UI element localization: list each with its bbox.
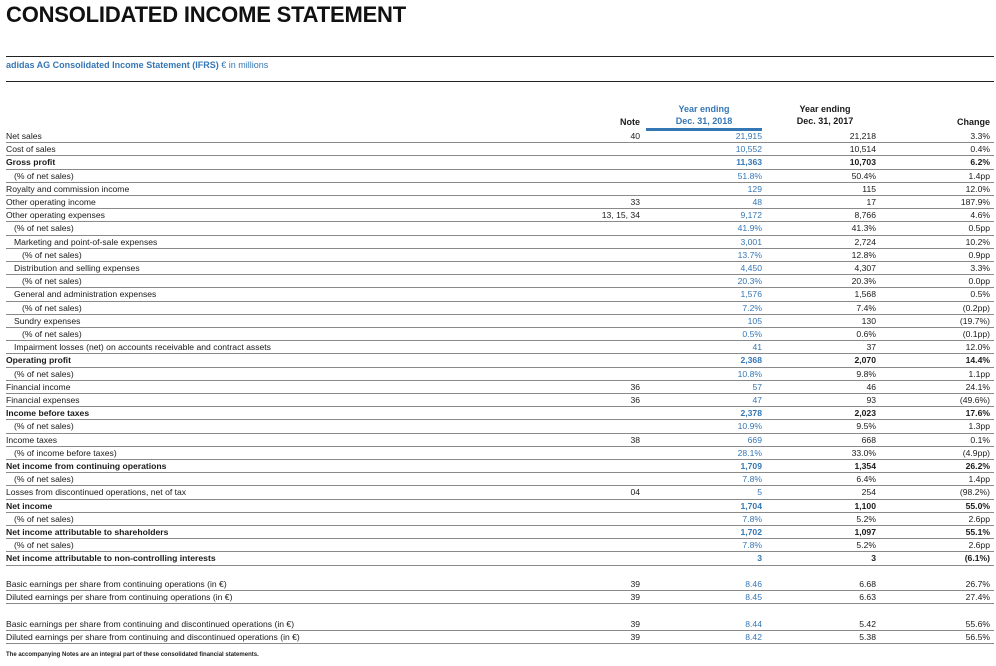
row-value-2018: 669 — [747, 434, 762, 445]
row-label: Losses from discontinued operations, net of tax — [6, 487, 187, 498]
row-change: 10.2% — [965, 236, 990, 247]
row-change: 1.1pp — [968, 368, 990, 379]
row-change: 1.3pp — [968, 421, 990, 432]
row-note: 39 — [630, 579, 640, 589]
row-value-2018: 2,368 — [740, 355, 762, 366]
row-label: (% of net sales) — [14, 540, 74, 551]
row-note: 04 — [630, 487, 640, 498]
table-row — [6, 302, 994, 315]
subtitle-unit: € in millions — [218, 60, 269, 70]
table-row — [6, 209, 994, 222]
row-value-2018: 3 — [757, 553, 762, 564]
row-value-2018: 8.45 — [745, 592, 762, 603]
row-label: Net income — [6, 500, 53, 511]
row-label: Marketing and point-of-sale expenses — [14, 236, 158, 247]
page-title: CONSOLIDATED INCOME STATEMENT — [6, 2, 406, 27]
header-note: Note — [620, 117, 640, 127]
row-value-2017: 0.6% — [856, 329, 876, 339]
table-row — [6, 526, 994, 539]
row-value-2018: 7.8% — [742, 540, 762, 551]
header-2018-line2: Dec. 31, 2018 — [675, 116, 733, 126]
header-2017-line1: Year ending — [799, 104, 851, 114]
row-change: (6.1%) — [964, 553, 990, 564]
row-value-2017: 5.2% — [856, 540, 876, 551]
row-change: (4.9pp) — [962, 447, 990, 458]
row-value-2017: 9.8% — [856, 368, 876, 379]
table-row — [6, 236, 994, 249]
row-value-2018: 0.5% — [742, 329, 762, 339]
row-value-2018: 51.8% — [737, 170, 762, 181]
row-note: 33 — [630, 197, 640, 207]
row-change: 24.1% — [965, 381, 990, 392]
row-value-2018: 41 — [752, 342, 762, 353]
header-2018-line1: Year ending — [678, 104, 730, 114]
row-change: 3.3% — [970, 263, 990, 273]
row-change: 2.6pp — [968, 540, 990, 551]
row-value-2017: 5.2% — [856, 513, 876, 524]
row-label: Net income attributable to shareholders — [6, 527, 169, 537]
statement-subtitle — [6, 60, 268, 70]
table-row — [6, 473, 994, 486]
table-row — [6, 262, 994, 275]
table-row — [6, 315, 994, 328]
row-label: Net sales — [6, 131, 42, 141]
row-value-2018: 28.1% — [737, 447, 762, 458]
row-change: (0.1pp) — [962, 329, 990, 339]
row-value-2017: 6.63 — [859, 592, 876, 603]
row-change: 12.0% — [965, 183, 990, 194]
row-note: 39 — [630, 619, 640, 629]
row-change: 6.2% — [970, 157, 990, 168]
table-row — [6, 183, 994, 196]
row-note: 40 — [630, 131, 640, 141]
row-note: 36 — [630, 381, 640, 392]
row-label: Financial income — [6, 381, 71, 392]
row-value-2017: 50.4% — [851, 170, 876, 181]
row-value-2018: 1,702 — [740, 527, 762, 537]
row-label: Distribution and selling expenses — [14, 263, 140, 273]
row-value-2017: 12.8% — [851, 249, 876, 260]
table-row — [6, 381, 994, 394]
row-value-2017: 1,568 — [854, 289, 876, 300]
row-value-2017: 10,703 — [849, 157, 876, 168]
row-value-2018: 48 — [752, 197, 762, 207]
row-value-2018: 47 — [752, 395, 762, 405]
row-value-2017: 37 — [866, 342, 876, 353]
row-value-2018: 11,363 — [736, 157, 762, 168]
row-value-2018: 57 — [752, 381, 762, 392]
row-value-2017: 9.5% — [856, 421, 876, 432]
row-value-2017: 2,023 — [854, 408, 876, 419]
row-value-2018: 2,378 — [740, 408, 762, 419]
row-value-2017: 130 — [861, 315, 876, 326]
row-value-2017: 10,514 — [849, 144, 876, 155]
table-row — [6, 552, 994, 565]
row-label: (% of net sales) — [14, 223, 74, 234]
table-row — [6, 368, 994, 381]
row-value-2017: 93 — [866, 395, 876, 405]
table-row — [6, 328, 994, 341]
table-row — [6, 618, 994, 631]
row-change: (19.7%) — [959, 315, 990, 326]
row-label: Impairment losses (net) on accounts receivable and contract assets — [14, 342, 271, 353]
row-change: 4.6% — [970, 210, 990, 221]
table-row — [6, 591, 994, 604]
row-note: 39 — [630, 632, 640, 643]
row-value-2018: 5 — [757, 487, 762, 498]
row-value-2018: 7.8% — [742, 474, 762, 485]
row-change: 17.6% — [965, 408, 990, 419]
row-value-2018: 1,576 — [740, 289, 762, 300]
row-label: Operating profit — [6, 355, 71, 366]
row-change: 0.1% — [970, 434, 990, 445]
subtitle-divider — [6, 81, 994, 82]
row-note: 39 — [630, 592, 640, 603]
row-label: Net income attributable to non-controlling interests — [6, 553, 216, 564]
row-label: (% of net sales) — [14, 513, 74, 524]
table-row — [6, 407, 994, 420]
header-change: Change — [956, 117, 990, 127]
row-change: 0.5% — [970, 289, 990, 300]
row-label: (% of net sales) — [22, 249, 82, 260]
header-year-2018 — [650, 103, 758, 127]
row-value-2017: 1,100 — [854, 500, 876, 511]
row-label: (% of net sales) — [14, 421, 74, 432]
row-label: Diluted earnings per share from continuing and discontinued operations (in €) — [6, 632, 300, 643]
row-change: 26.2% — [965, 461, 990, 471]
row-value-2018: 8.44 — [745, 619, 762, 629]
row-value-2017: 254 — [861, 487, 876, 498]
row-label: Diluted earnings per share from continuing operations (in €) — [6, 592, 233, 603]
row-label: Basic earnings per share from continuing and discontinued operations (in €) — [6, 619, 295, 629]
row-value-2018: 1,709 — [740, 461, 762, 471]
row-label: Cost of sales — [6, 144, 56, 155]
row-change: 0.9pp — [968, 249, 990, 260]
row-change: 55.6% — [965, 619, 990, 629]
row-value-2017: 115 — [862, 183, 876, 194]
row-label: (% of net sales) — [14, 474, 74, 485]
row-value-2017: 5.38 — [859, 632, 876, 643]
row-value-2017: 41.3% — [851, 223, 876, 234]
table-row — [6, 460, 994, 473]
table-row — [6, 578, 994, 591]
row-value-2018: 129 — [747, 183, 762, 194]
table-row — [6, 130, 994, 143]
row-value-2018: 7.2% — [742, 302, 762, 313]
row-value-2017: 2,070 — [854, 355, 876, 366]
row-value-2018: 21,915 — [735, 131, 762, 141]
row-value-2018: 20.3% — [737, 276, 762, 287]
row-label: Royalty and commission income — [6, 183, 130, 194]
row-label: (% of net sales) — [22, 329, 82, 339]
row-label: Financial expenses — [6, 395, 80, 405]
row-value-2017: 1,354 — [854, 461, 876, 471]
row-label: Basic earnings per share from continuing operations (in €) — [6, 579, 227, 589]
row-change: 14.4% — [965, 355, 990, 366]
row-change: 187.9% — [960, 197, 990, 207]
row-label: Other operating income — [6, 197, 96, 207]
row-value-2018: 13.7% — [737, 249, 762, 260]
table-row — [6, 500, 994, 513]
row-change: 1.4pp — [968, 474, 990, 485]
row-value-2018: 8.42 — [745, 632, 762, 643]
row-change: 56.5% — [965, 632, 990, 643]
row-value-2017: 6.68 — [859, 579, 876, 589]
table-row — [6, 447, 994, 460]
row-label: (% of net sales) — [14, 368, 74, 379]
table-row — [6, 275, 994, 288]
row-value-2018: 3,001 — [740, 236, 762, 247]
row-change: (98.2%) — [959, 487, 990, 498]
row-value-2018: 10.8% — [737, 368, 762, 379]
row-change: 1.4pp — [968, 170, 990, 181]
row-value-2017: 3 — [871, 553, 876, 564]
table-row — [6, 539, 994, 552]
title-divider — [6, 56, 994, 57]
row-label: Income before taxes — [6, 408, 90, 419]
row-label: Other operating expenses — [6, 210, 105, 221]
table-row — [6, 222, 994, 235]
header-year-2017 — [775, 103, 875, 127]
row-change: 26.7% — [965, 579, 990, 589]
row-label: (% of income before taxes) — [14, 447, 117, 458]
row-label: Sundry expenses — [14, 315, 81, 326]
row-value-2018: 105 — [747, 315, 762, 326]
row-value-2017: 46 — [866, 381, 876, 392]
row-value-2018: 9,172 — [740, 210, 762, 221]
header-2017-line2: Dec. 31, 2017 — [796, 116, 854, 126]
table-row — [6, 631, 994, 644]
table-row — [6, 196, 994, 209]
row-change: 0.4% — [970, 144, 990, 155]
row-note: 36 — [630, 395, 640, 405]
table-row — [6, 143, 994, 156]
subtitle-bold: adidas AG Consolidated Income Statement (IFRS) — [6, 60, 219, 70]
row-change: 55.1% — [965, 527, 990, 537]
row-change: (49.6%) — [959, 395, 990, 405]
table-row — [6, 354, 994, 367]
row-change: 55.0% — [965, 500, 990, 511]
row-change: (0.2pp) — [962, 302, 990, 313]
row-value-2017: 5.42 — [859, 619, 876, 629]
row-label: General and administration expenses — [14, 289, 157, 300]
table-row — [6, 486, 994, 499]
row-value-2018: 10,552 — [735, 144, 762, 155]
row-value-2018: 10.9% — [737, 421, 762, 432]
table-row — [6, 513, 994, 526]
table-row — [6, 420, 994, 433]
row-value-2018: 4,450 — [740, 263, 762, 273]
row-label: (% of net sales) — [22, 302, 82, 313]
row-value-2017: 6.4% — [856, 474, 876, 485]
row-value-2017: 7.4% — [856, 302, 876, 313]
row-change: 0.5pp — [968, 223, 990, 234]
row-value-2017: 20.3% — [851, 276, 876, 287]
row-label: (% of net sales) — [14, 170, 74, 181]
row-label: Gross profit — [6, 157, 56, 168]
table-row — [6, 170, 994, 183]
row-change: 0.0pp — [968, 276, 990, 287]
row-value-2017: 668 — [861, 434, 876, 445]
row-note: 38 — [630, 434, 640, 445]
footnote: The accompanying Notes are an integral part of these consolidated financial statements. — [6, 652, 259, 658]
table-row — [6, 394, 994, 407]
table-row — [6, 288, 994, 301]
row-value-2018: 8.46 — [745, 579, 762, 589]
row-value-2018: 41.9% — [737, 223, 762, 234]
row-value-2017: 21,218 — [849, 131, 876, 141]
row-change: 12.0% — [965, 342, 990, 353]
row-change: 3.3% — [970, 131, 990, 141]
row-label: (% of net sales) — [22, 276, 82, 287]
table-row — [6, 434, 994, 447]
row-value-2017: 2,724 — [854, 236, 876, 247]
row-value-2017: 1,097 — [854, 527, 876, 537]
table-row — [6, 341, 994, 354]
row-value-2017: 4,307 — [854, 263, 876, 273]
row-label: Net income from continuing operations — [6, 461, 167, 471]
table-row — [6, 249, 994, 262]
table-row — [6, 156, 994, 169]
row-value-2017: 17 — [866, 197, 876, 207]
row-change: 27.4% — [965, 592, 990, 603]
row-note: 13, 15, 34 — [601, 210, 640, 221]
row-value-2018: 7.8% — [742, 513, 762, 524]
row-change: 2.6pp — [968, 513, 990, 524]
row-value-2018: 1,704 — [740, 500, 762, 511]
row-value-2017: 8,766 — [854, 210, 876, 221]
row-value-2017: 33.0% — [851, 447, 876, 458]
row-label: Income taxes — [6, 434, 58, 445]
